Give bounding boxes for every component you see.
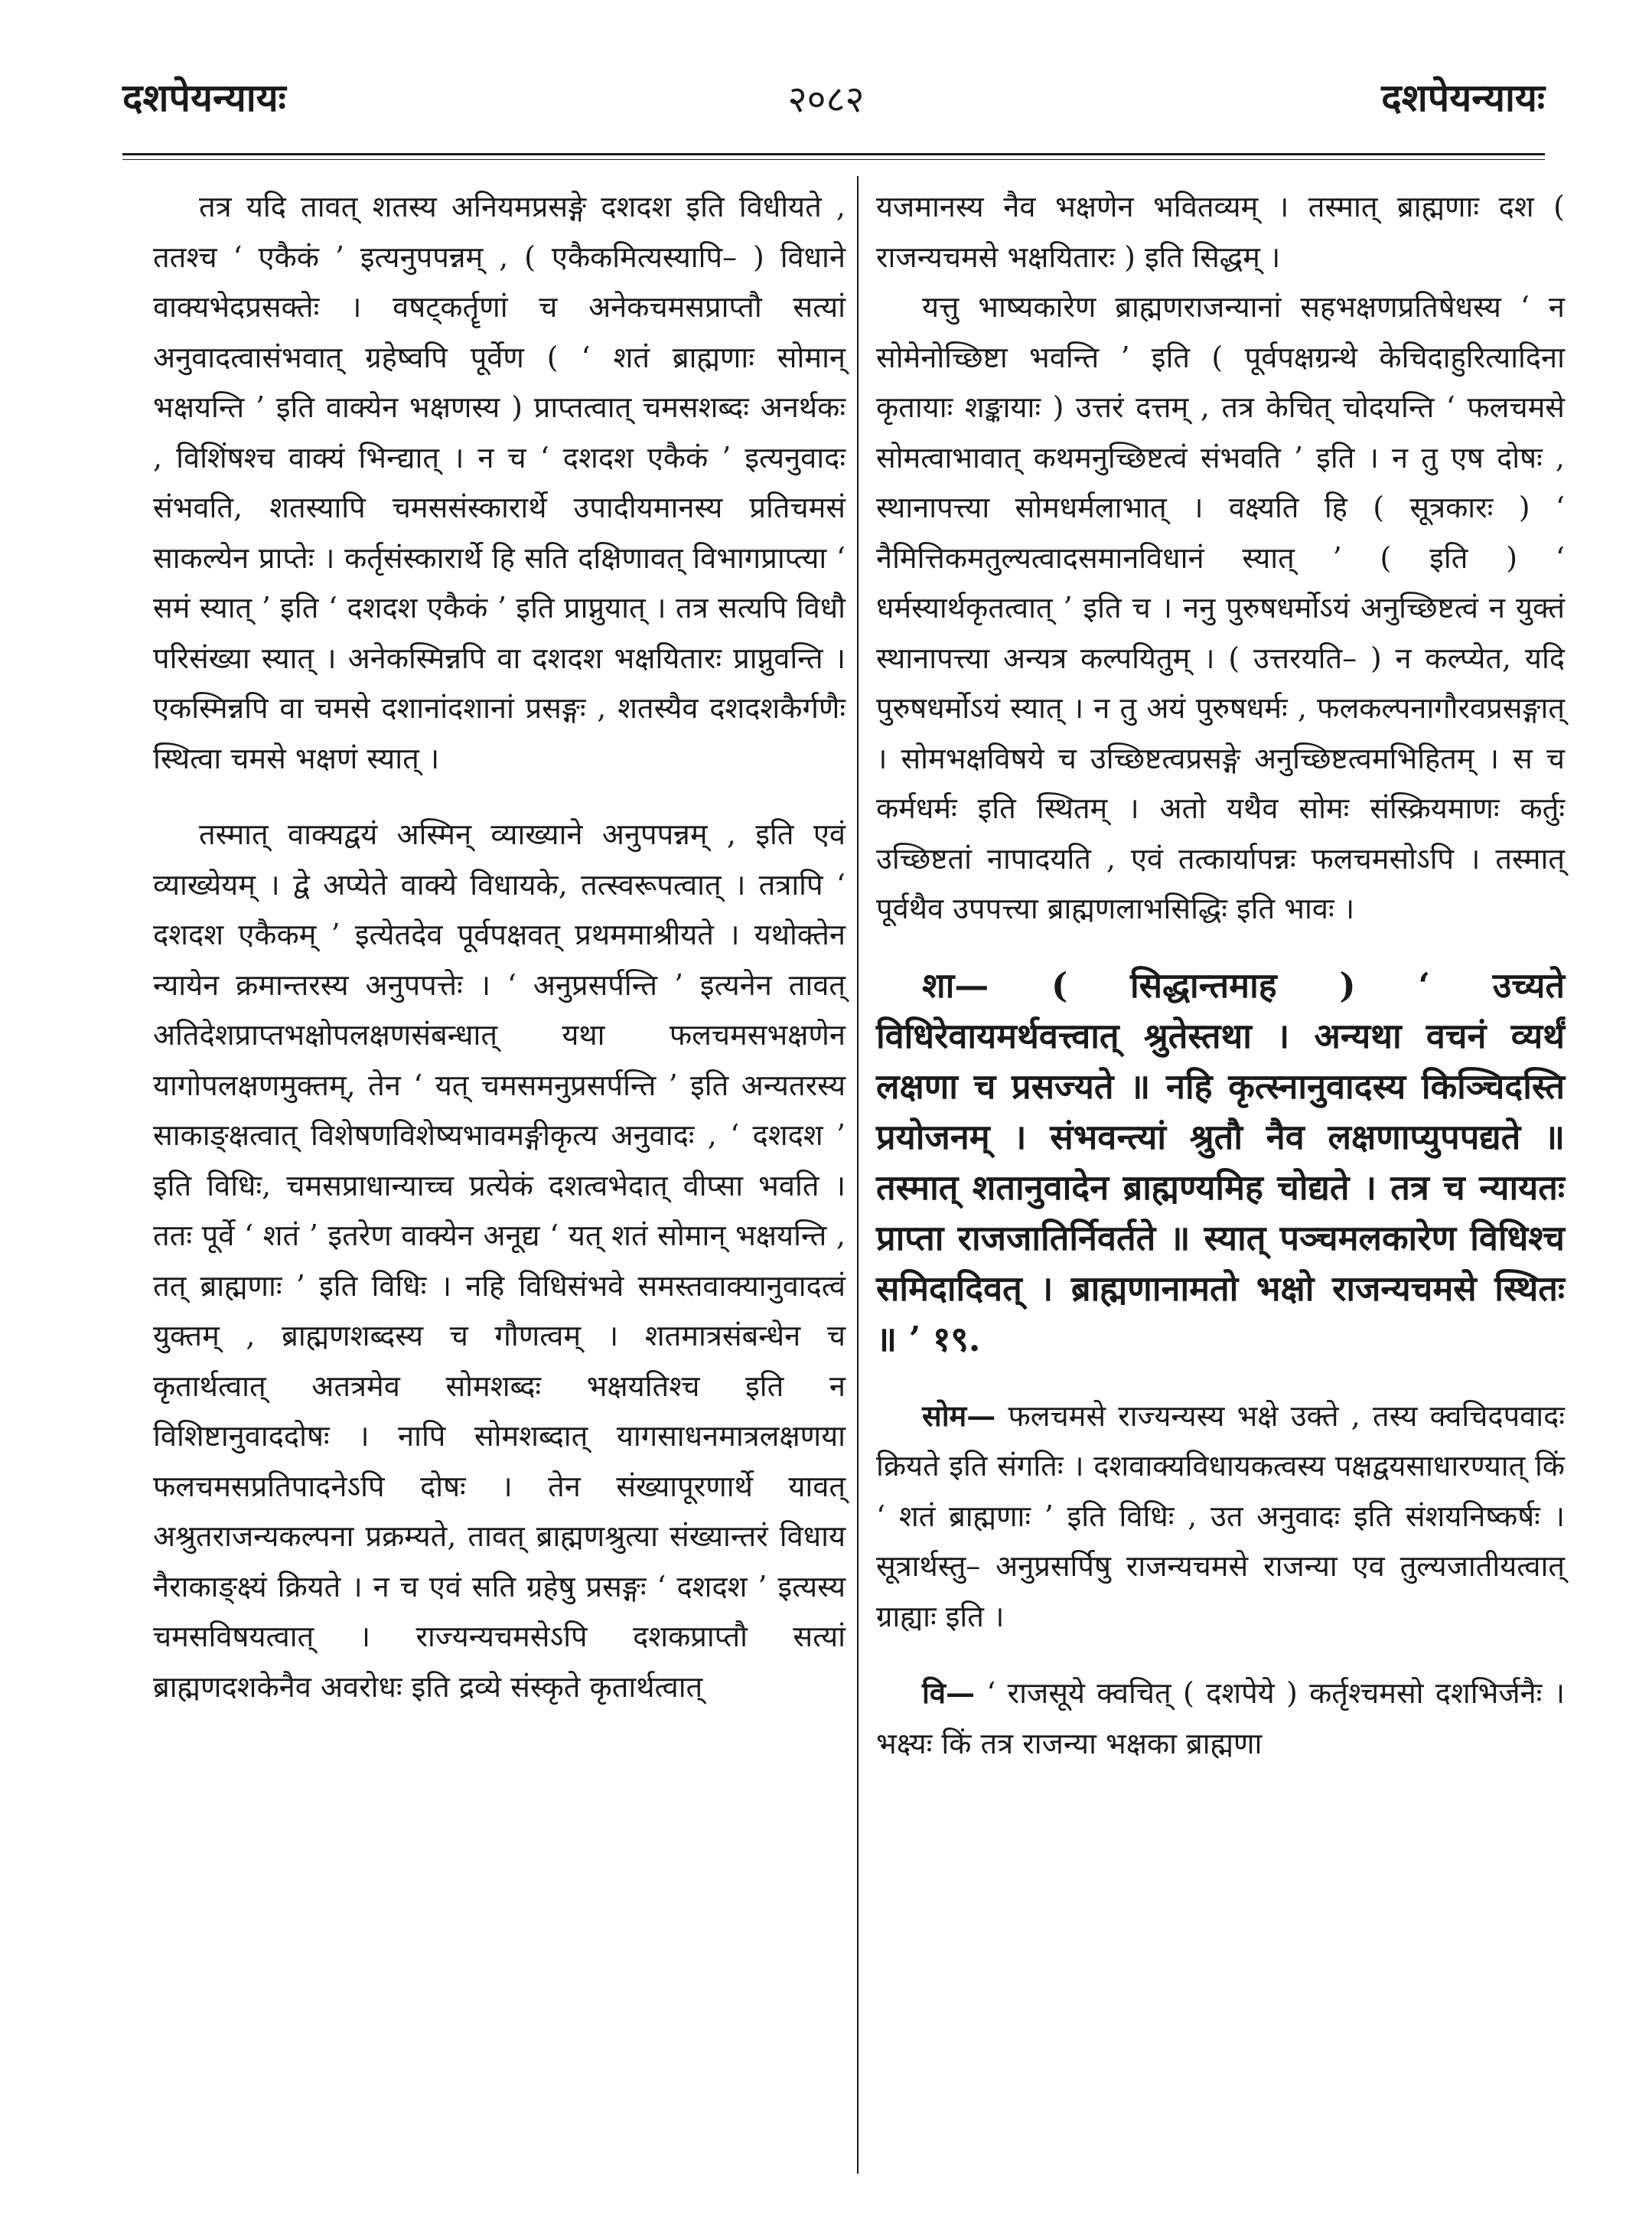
- header-rule-thin: [122, 159, 1545, 160]
- verse-block: [876, 961, 1565, 1365]
- paragraph-gap: [876, 1365, 1565, 1391]
- left-column: [153, 182, 846, 1712]
- shaa-label: शा—: [922, 964, 989, 1006]
- left-paragraph-1: तत्र यदि तावत् शतस्य अनियमप्रसङ्गे दशदश इति विधीयते , ततश्च ‘ एकैकं ’ इत्यनुपपन्नम् , ( एकैकमित्यस्यापि– ) विधाने वाक्यभेदप्रसक्तेः । वषट्कर्तॄणां च अनेकचमसप्राप्तौ सत्यां अनुवादत्वासंभवात् ग्रहेष्वपि पूर्वेण ( ‘ शतं ब्राह्मणाः सोमान् भक्षयन्ति ’ इति वाक्येन भक्षणस्य ) प्राप्तत्वात् चमसशब्दः अनर्थकः , विशिंषश्च वाक्यं भिन्द्यात् । न च ‘ दशदश एकैकं ’ इत्यनुवादः संभवति, शतस्यापि चमससंस्कारार्थे उपादीयमानस्य प्रतिचमसं साकल्येन प्राप्तेः । कर्तृसंस्कारार्थे हि सति दक्षिणावत् विभागप्राप्त्या ‘ समं स्यात् ’ इति ‘ दशदश एकैकं ’ इति प्राप्नुयात् । तत्र सत्यपि विधौ परिसंख्या स्यात् । अनेकस्मिन्नपि वा दशदश भक्षयितारः प्राप्नुवन्ति । एकस्मिन्नपि वा चमसे दशानांदशानां प्रसङ्गः , शतस्यैव दशदशकैर्गणैः स्थित्वा चमसे भक्षणं स्यात् ।: [153, 190, 846, 775]
- right-paragraph-2: यत्तु भाष्यकारेण ब्राह्मणराजन्यानां सहभक्षणप्रतिषेधस्य ‘ न सोमेनोच्छिष्टा भवन्ति ’ इति ( पूर्वपक्षग्रन्थे केचिदाहुरित्यादिना कृतायाः शङ्कायाः ) उत्तरं दत्तम् , तत्र केचित् चोदयन्ति ‘ फलचमसे सोमत्वाभावात् कथमनुच्छिष्टत्वं संभवति ’ इति । न तु एष दोषः , स्थानापत्त्या सोमधर्मलाभात् । वक्ष्यति हि ( सूत्रकारः ) ‘ नैमित्तिकमतुल्यत्वादसमानविधानं स्यात् ’ ( इति ) ‘ धर्मस्यार्थकृतत्वात् ’ इति च । ननु पुरुषधर्मोऽयं अनुच्छिष्टत्वं न युक्तं स्थानापत्त्या अन्यत्र कल्पयितुम् । ( उत्तरयति– ) न कल्प्येत, यदि पुरुषधर्मोऽयं स्यात् । न तु अयं पुरुषधर्मः , फलकल्पनागौरवप्रसङ्गात् । सोमभक्षविषये च उच्छिष्टत्वप्रसङ्गे अनुच्छिष्टत्वमभिहितम् । स च कर्मधर्मः इति स्थितम् । अतो यथैव सोमः संस्क्रियमाणः कर्तुः उच्छिष्टतां नापादयति , एवं तत्कार्यापन्नः फलचमसोऽपि । तस्मात् पूर्वथैव उपपत्त्या ब्राह्मणलाभसिद्धिः इति भावः ।: [876, 290, 1565, 925]
- paragraph-gap: [876, 935, 1565, 961]
- soma-label: सोम—: [922, 1398, 996, 1433]
- verse-text: ‘ उच्यते विधिरेवायमर्थवत्त्वात् श्रुतेस्तथा । अन्यथा वचनं व्यर्थं लक्षणा च प्रसज्यते ॥ नहि कृत्स्नानुवादस्य किञ्चिदस्ति प्रयोजनम् । संभवन्त्यां श्रुतौ नैव लक्षणाप्युपपद्यते ॥ तस्मात् शतानुवादेन ब्राह्मण्यमिह चोद्यते । तत्र च न्यायतः प्राप्ता राजजातिर्निवर्तते ॥ स्यात् पञ्चमलकारेण विधिश्च समिदादिवत् । ब्राह्मणानामतो भक्षो राजन्यचमसे स्थितः ॥ ’: [876, 964, 1565, 1359]
- running-head-left: दशपेयन्यायः: [122, 75, 286, 120]
- shaa-prefix: ( सिद्धान्तमाह ): [1051, 964, 1356, 1006]
- column-divider: [857, 176, 859, 2174]
- vi-label: वि—: [922, 1675, 975, 1710]
- vi-text: ‘ राजसूये क्वचित् ( दशपेये ) कर्तृश्चमसो दशभिर्जनैः । भक्ष्यः किं तत्र राजन्या भक्षका ब्राह्मणा: [876, 1676, 1565, 1760]
- verse-number: १९.: [932, 1318, 981, 1359]
- soma-text: फलचमसे राज्यन्यस्य भक्षे उक्ते , तस्य क्वचिदपवादः क्रियते इति संगतिः । दशवाक्यविधायकत्वस्य पक्षद्वयसाधारण्यात् किं ‘ शतं ब्राह्मणाः ’ इति विधिः , उत अनुवादः इति संशयनिष्कर्षः । सूत्रार्थस्तु– अनुप्रसर्पिषु राजन्यचमसे राजन्या एव तुल्यजातीयत्वात् ग्राह्याः इति ।: [876, 1398, 1565, 1633]
- right-paragraph-1: यजमानस्य नैव भक्षणेन भवितव्यम् । तस्मात् ब्राह्मणाः दश ( राजन्यचमसे भक्षयितारः ) इति सिद्धम् ।: [876, 190, 1565, 274]
- left-paragraph-2: तस्मात् वाक्यद्वयं अस्मिन् व्याख्याने अनुपपन्नम् , इति एवं व्याख्येयम् । द्वे अप्येते वाक्ये विधायके, तत्स्वरूपत्वात् । तत्रापि ‘ दशदश एकैकम् ’ इत्येतदेव पूर्वपक्षवत् प्रथममाश्रीयते । यथोक्तेन न्यायेन क्रमान्तरस्य अनुपपत्तेः । ‘ अनुप्रसर्पन्ति ’ इत्यनेन तावत् अतिदेशप्राप्तभक्षोपलक्षणसंबन्धात् यथा फलचमसभक्षणेन यागोपलक्षणमुक्तम्, तेन ‘ यत् चमसमनुप्रसर्पन्ति ’ इति अन्यतरस्य साकाङ्क्षत्वात् विशेषणविशेष्यभावमङ्गीकृत्य अनुवादः , ‘ दशदश ’ इति विधिः, चमसप्राधान्याच्च प्रत्येकं दशत्वभेदात् वीप्सा भवति । ततः पूर्वे ‘ शतं ’ इतरेण वाक्येन अनूद्य ‘ यत् शतं सोमान् भक्षयन्ति , तत् ब्राह्मणाः ’ इति विधिः । नहि विधिसंभवे समस्तवाक्यानुवादत्वं युक्तम् , ब्राह्मणशब्दस्य च गौणत्वम् । शतमात्रसंबन्धेन च कृतार्थत्वात् अतत्रमेव सोमशब्दः भक्षयतिश्च इति न विशिष्टानुवाददोषः । नापि सोमशब्दात् यागसाधनमात्रलक्षणया फलचमसप्रतिपादनेऽपि दोषः । तेन संख्यापूरणार्थे यावत् अश्रुतराजन्यकल्पना प्रक्रम्यते, तावत् ब्राह्मणश्रुत्या संख्यान्तरं विधाय नैराकाङ्क्ष्यं क्रियते । न च एवं सति ग्रहेषु प्रसङ्गः ‘ दशदश ’ इत्यस्य चमसविषयत्वात् । राज्यन्यचमसेऽपि दशकप्राप्तौ सत्यां ब्राह्मणदशकेनैव अवरोधः इति द्रव्ये संस्कृते कृतार्थत्वात्: [153, 817, 846, 1704]
- page-number: २०८२: [787, 78, 865, 121]
- paragraph-gap: [153, 784, 846, 810]
- right-column: [876, 182, 1565, 1769]
- soma-paragraph: [876, 1391, 1565, 1643]
- header-rule: [122, 153, 1545, 155]
- paragraph-gap: [876, 1642, 1565, 1668]
- vi-paragraph: [876, 1668, 1565, 1769]
- running-head-right: दशपेयन्यायः: [1381, 75, 1545, 120]
